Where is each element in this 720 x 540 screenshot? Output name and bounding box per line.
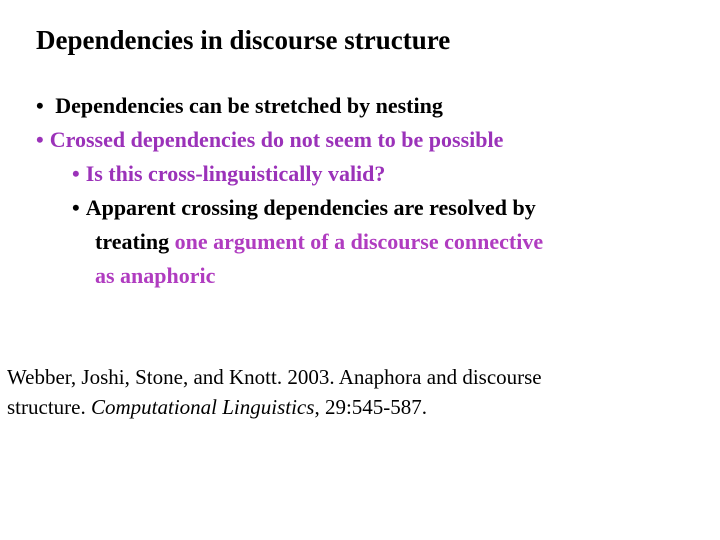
bullet-icon: • xyxy=(72,161,80,186)
citation-line2-prefix: structure. xyxy=(7,395,91,419)
continuation-prefix: treating xyxy=(95,229,175,254)
bullet-text: Apparent crossing dependencies are resolved by xyxy=(85,195,536,220)
bullet-text: Crossed dependencies do not seem to be possible xyxy=(49,127,504,152)
sub-bullet-item-cross-linguistic xyxy=(72,159,385,188)
slide-title: Dependencies in discourse structure xyxy=(36,25,451,55)
continuation-highlight-2: as anaphoric xyxy=(95,263,216,288)
citation xyxy=(7,362,707,422)
bullet-item-crossed xyxy=(36,125,503,154)
bullet-icon: • xyxy=(36,127,44,152)
bullet-icon: • xyxy=(36,93,44,118)
citation-authors: Webber, Joshi, Stone, and Knott. 2003. Anaphora and discourse xyxy=(7,365,542,389)
bullet-item-nesting xyxy=(36,91,443,120)
bullet-text: Dependencies can be stretched by nesting xyxy=(49,93,443,118)
bullet-icon: • xyxy=(72,195,80,220)
sub-bullet-continuation-line-2 xyxy=(95,261,215,290)
bullet-text: Is this cross-linguistically valid? xyxy=(85,161,386,186)
continuation-highlight-1: one argument of a discourse connective xyxy=(174,229,544,254)
sub-bullet-item-apparent-crossing xyxy=(72,193,536,222)
citation-journal: Computational Linguistics xyxy=(90,395,315,419)
citation-line2-suffix: , 29:545-587. xyxy=(314,395,428,419)
sub-bullet-continuation-line-1 xyxy=(95,227,543,256)
